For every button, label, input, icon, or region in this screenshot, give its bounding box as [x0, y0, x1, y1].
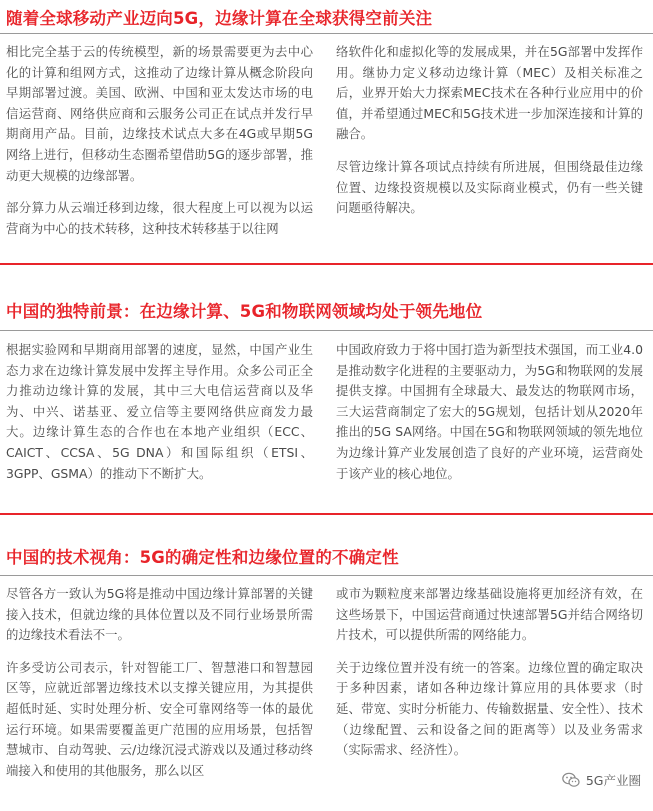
section-divider: [0, 513, 653, 515]
paragraph: 关于边缘位置并没有统一的答案。边缘位置的确定取决于多种因素，诸如各种边缘计算应用的具体要求（时延、带宽、实时分析能力、传输数据量、安全性）、技术（边缘配置、云和设备之间的距离等）以及业务需求（实际需求、经济性）。: [336, 659, 643, 758]
paragraph: 尽管边缘计算各项试点持续有所进展，但围绕最佳边缘位置、边缘投资规模以及实际商业模式，仍有一些关键问题亟待解决。: [336, 158, 643, 216]
watermark: [562, 771, 641, 789]
left-column: [6, 340, 313, 496]
section-divider: [0, 263, 653, 265]
paragraph: 相比完全基于云的传统模型，新的场景需要更为去中心化的计算和组网方式，这推动了边缘计算从概念阶段向早期部署过渡。美国、欧洲、中国和亚太发达市场的电信运营商、网络供应商和云服务公司正在试点并发行早期商用产品。目前，边缘技术试点大多在4G或早期5G网络上进行，但移动生态圈希望借助5G的逐步部署，推动更大规模的边缘部署。: [6, 44, 313, 183]
section-title: 随着全球移动产业迈向5G，边缘计算在全球获得空前关注: [6, 9, 433, 28]
section-global-attention: [0, 0, 653, 270]
watermark-text: 5G产业圈: [585, 773, 641, 788]
title-divider: [0, 33, 653, 34]
right-column: [336, 42, 643, 231]
wechat-icon: [562, 772, 580, 788]
section-china-tech-view: [0, 520, 653, 811]
left-column: [6, 584, 313, 793]
paragraph: 尽管各方一致认为5G将是推动中国边缘计算部署的关键接入技术，但就边缘的具体位置以及不同行业场景所需的边缘技术看法不一。: [6, 586, 313, 643]
right-column: [336, 340, 643, 496]
paragraph: 络软件化和虚拟化等的发展成果，并在5G部署中发挥作用。继协力定义移动边缘计算（MEC）及相关标准之后，业界开始大力探索MEC技术在各种行业应用中的价值，并希望通过MEC和5G技术进一步加深连接和计算的融合。: [336, 44, 643, 142]
paragraph: 部分算力从云端迁移到边缘，很大程度上可以视为以运营商为中心的技术转移，这种技术转移基于以往网: [6, 200, 313, 236]
paragraph: 许多受访公司表示，针对智能工厂、智慧港口和智慧园区等，应就近部署边缘技术以支撑关键应用，为其提供超低时延、实时处理分析、安全可靠网络等一体的最优运行环境。如果需要覆盖更广范围的应用场景，包括智慧城市、自动驾驶、云/边缘沉浸式游戏以及通过移动终端接入和使用的其他服务，那么以区: [6, 659, 313, 778]
section-china-prospects: [0, 270, 653, 520]
section-title: 中国的独特前景：在边缘计算、5G和物联网领域均处于领先地位: [6, 302, 483, 321]
paragraph: 根据实验网和早期商用部署的速度，显然，中国产业生态力求在边缘计算发展中发挥主导作用。众多公司正全力推动边缘计算的发展，其中三大电信运营商以及华为、中兴、诺基亚、爱立信等主要网络供应商发力最大。边缘计算生态的合作也在本地产业组织（ECC、CAICT、CCSA、5G DNA）和国际组织（ETSI、3GPP、GSMA）的推动下不断扩大。: [6, 342, 313, 481]
paragraph: 中国政府致力于将中国打造为新型技术强国，而工业4.0是推动数字化进程的主要驱动力，为5G和物联网的发展提供支撑。中国拥有全球最大、最发达的物联网市场，三大运营商制定了宏大的5G规划，包括计划从2020年推出的5G SA网络。中国在5G和物联网领域的领先地位为边缘计算产业发展创造了良好的产业环境，运营商处于该产业的核心地位。: [336, 342, 643, 481]
right-column: [336, 584, 643, 773]
paragraph: 或市为颗粒度来部署边缘基础设施将更加经济有效，在这些场景下，中国运营商通过快速部署5G并结合网络切片技术，可以提供所需的网络能力。: [336, 586, 643, 643]
title-divider: [0, 575, 653, 576]
section-title: 中国的技术视角：5G的确定性和边缘位置的不确定性: [6, 548, 399, 567]
left-column: [6, 42, 313, 251]
title-divider: [0, 330, 653, 331]
